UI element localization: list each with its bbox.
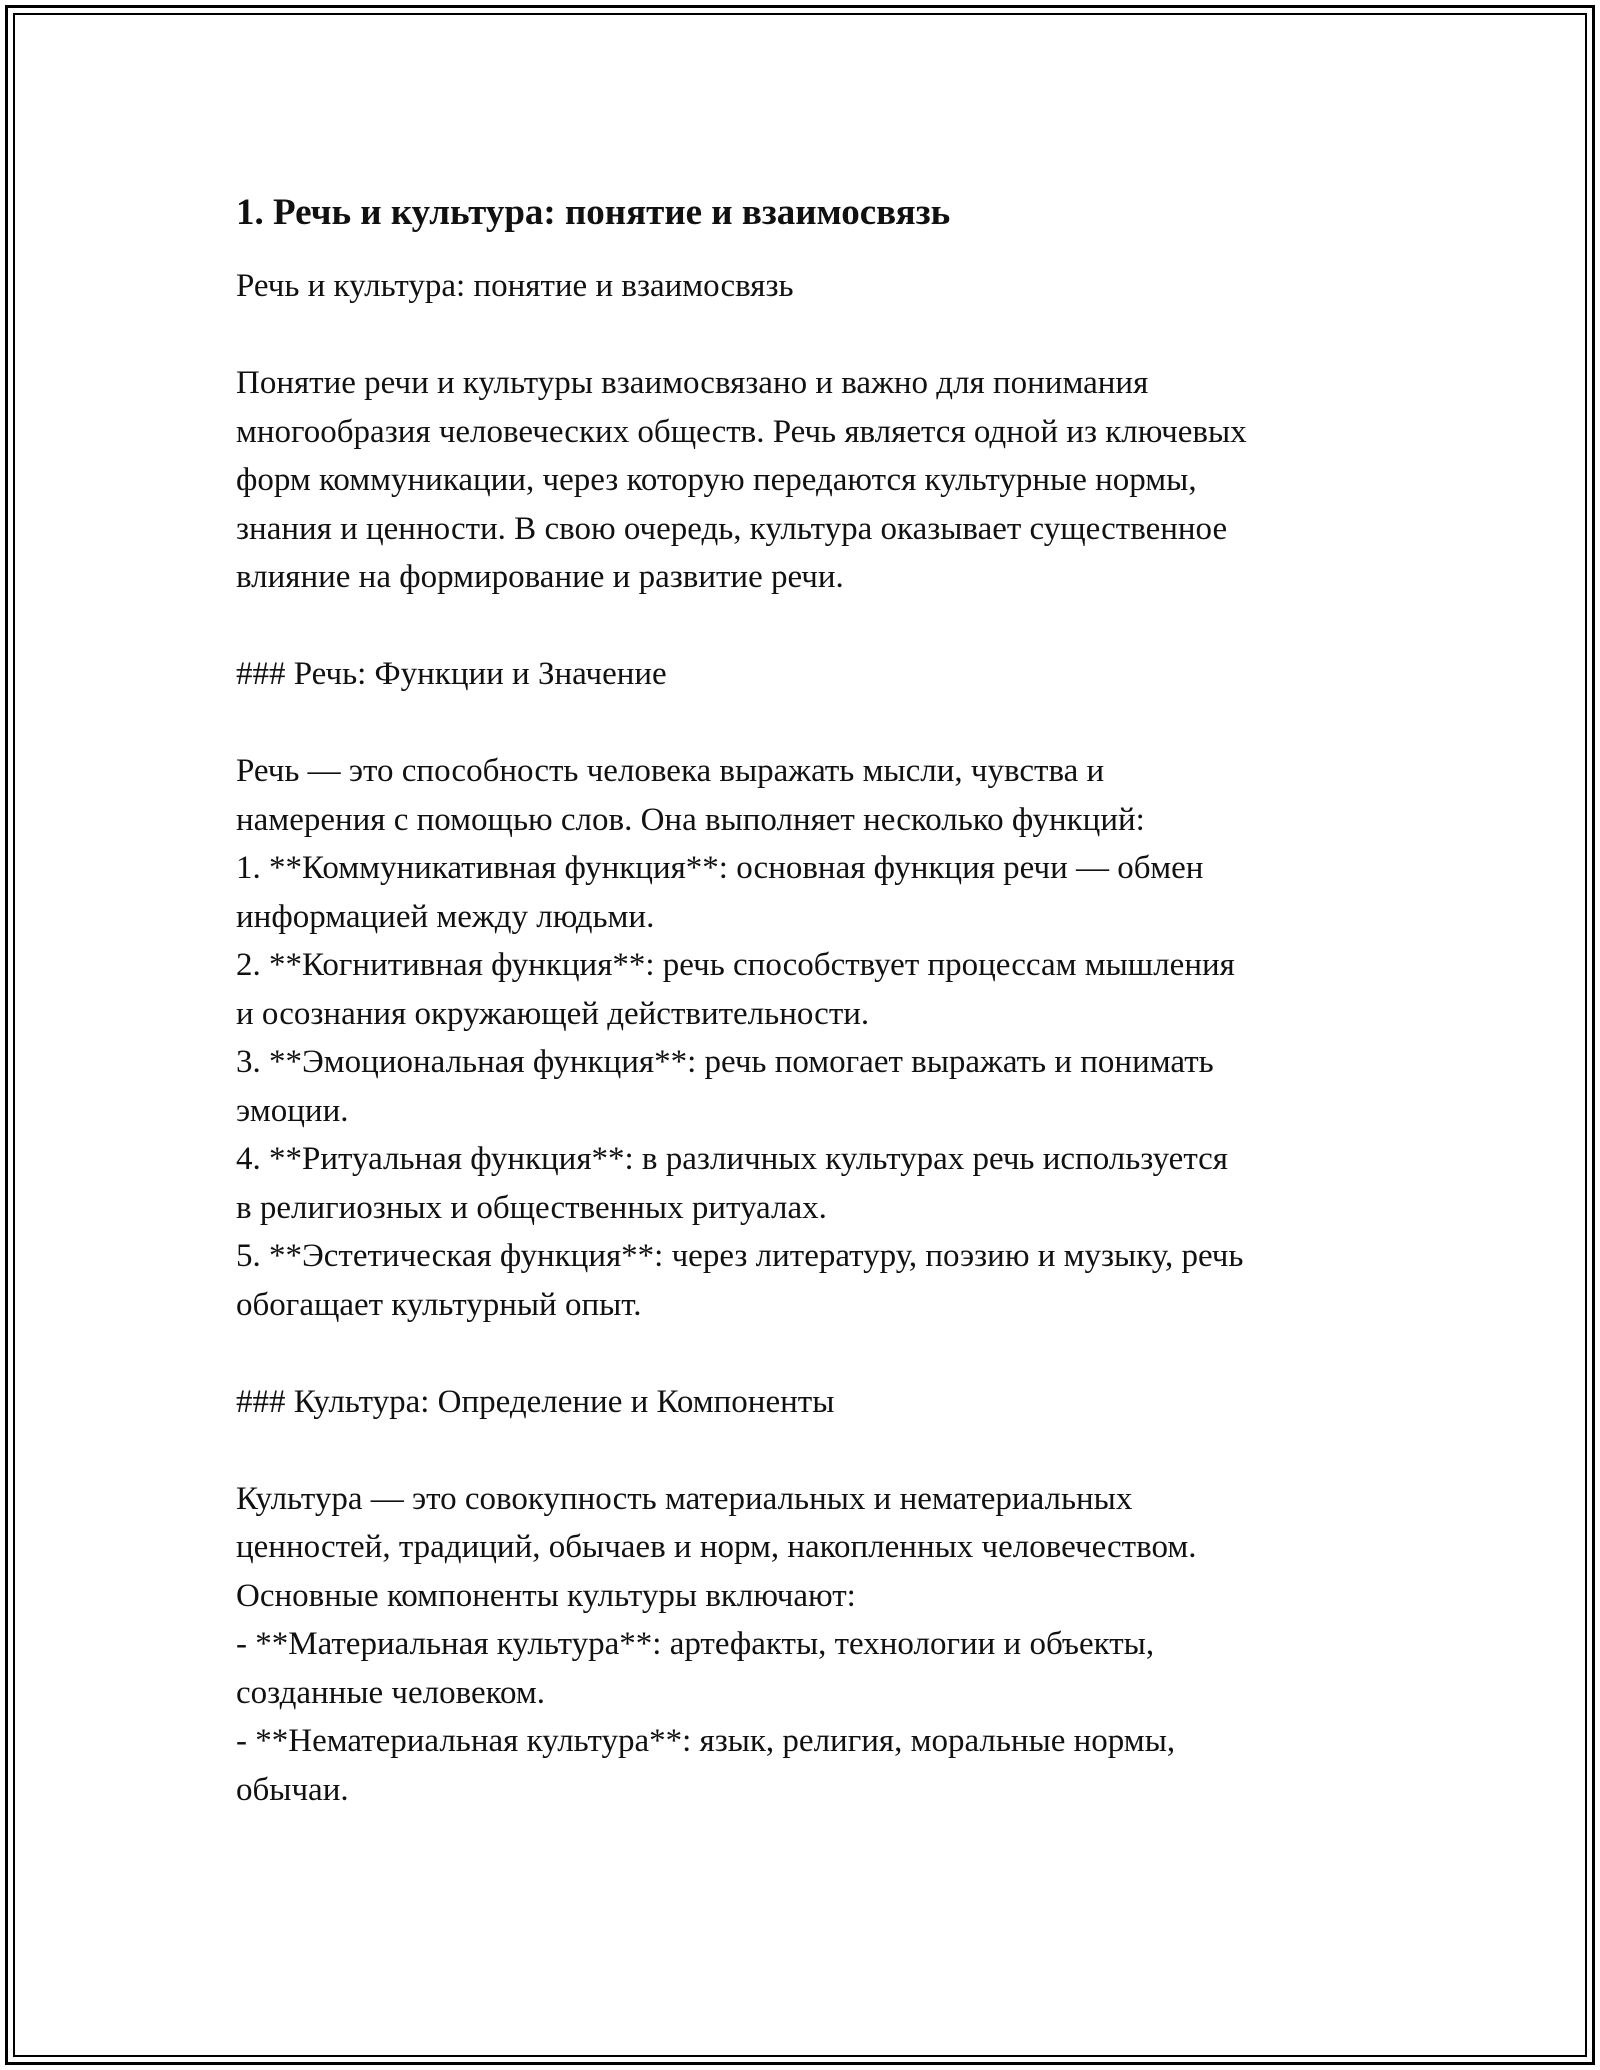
culture-line: - **Нематериальная культура**: язык, религия, моральные нормы, <box>236 1723 1176 1759</box>
intro-line: Понятие речи и культуры взаимосвязано и важно для понимания <box>236 365 1149 401</box>
culture-line: ценностей, традиций, обычаев и норм, накопленных человечеством. <box>236 1529 1197 1565</box>
subtitle-line: Речь и культура: понятие и взаимосвязь <box>236 268 794 304</box>
speech-line: намерения с помощью слов. Она выполняет несколько функций: <box>236 801 1145 838</box>
speech-line: информацией между людьми. <box>236 898 655 935</box>
culture-line: - **Материальная культура**: артефакты, технологии и объекты, <box>236 1626 1155 1662</box>
intro-paragraph <box>236 359 1396 602</box>
speech-section <box>236 747 1396 1329</box>
speech-line: 3. **Эмоциональная функция**: речь помогает выражать и понимать <box>236 1044 1214 1080</box>
speech-line: 4. **Ритуальная функция**: в различных культурах речь используется <box>236 1141 1228 1177</box>
heading-line: ### Речь: Функции и Значение <box>236 656 667 692</box>
heading-line: ### Культура: Определение и Компоненты <box>236 1383 835 1420</box>
document-title: 1. Речь и культура: понятие и взаимосвязь <box>236 192 951 233</box>
speech-line: 5. **Эстетическая функция**: через литературу, поэзию и музыку, речь <box>236 1238 1244 1274</box>
section-heading-speech <box>236 650 1396 699</box>
speech-line: Речь — это способность человека выражать мысли, чувства и <box>236 753 1105 789</box>
speech-line: в религиозных и общественных ритуалах. <box>236 1189 827 1226</box>
intro-line: форм коммуникации, через которую передаются культурные нормы, <box>236 462 1197 498</box>
speech-line: 1. **Коммуникативная функция**: основная функция речи — обмен <box>236 850 1204 886</box>
section-heading-culture <box>236 1378 1396 1427</box>
culture-line: созданные человеком. <box>236 1674 546 1711</box>
document-subtitle <box>236 262 1396 311</box>
speech-line: 2. **Когнитивная функция**: речь способствует процессам мышления <box>236 947 1235 983</box>
speech-line: эмоции. <box>236 1092 349 1129</box>
document-page <box>236 188 1396 1863</box>
intro-line: многообразия человеческих обществ. Речь является одной из ключевых <box>236 413 1247 450</box>
intro-line: влияние на формирование и развитие речи. <box>236 559 844 595</box>
intro-line: знания и ценности. В свою очередь, культура оказывает существенное <box>236 510 1228 547</box>
culture-line: Основные компоненты культуры включают: <box>236 1577 856 1614</box>
culture-line: обычаи. <box>236 1771 349 1808</box>
speech-line: обогащает культурный опыт. <box>236 1286 642 1323</box>
speech-line: и осознания окружающей действительности. <box>236 995 870 1032</box>
culture-section <box>236 1475 1396 1815</box>
culture-line: Культура — это совокупность материальных и нематериальных <box>236 1480 1133 1517</box>
